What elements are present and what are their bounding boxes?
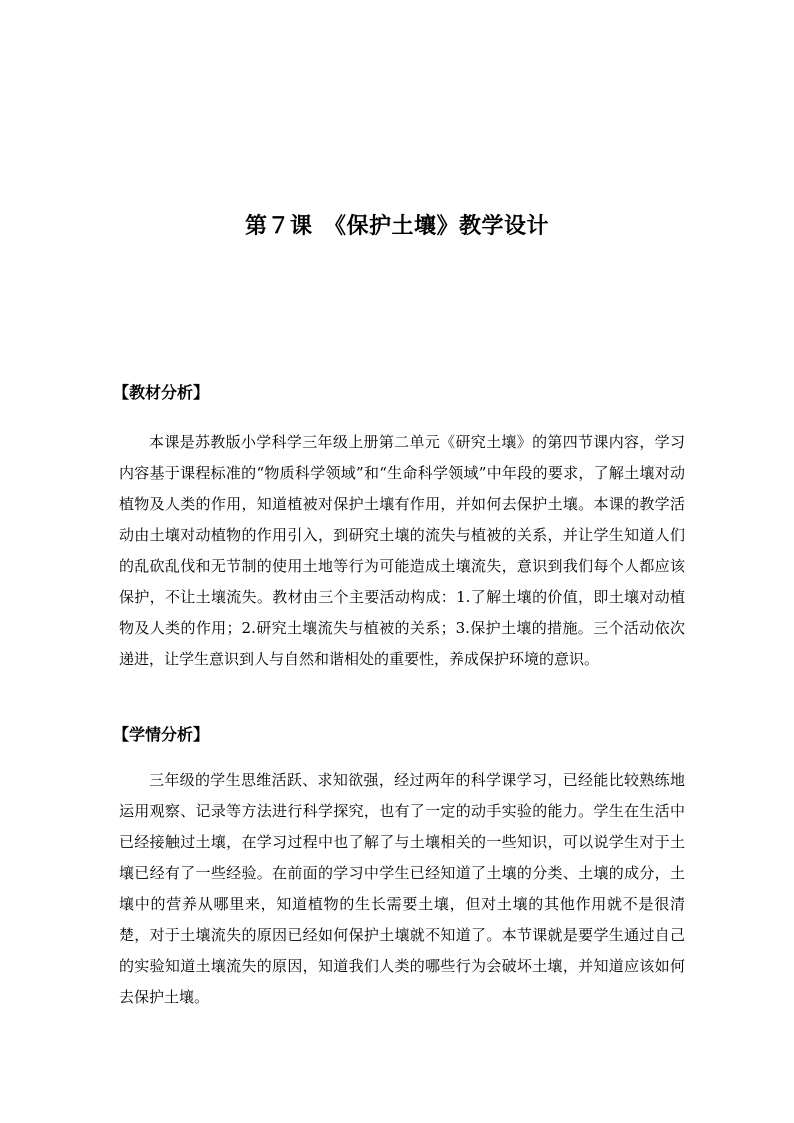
paragraph-textbook-analysis: 本课是苏教版小学科学三年级上册第二单元《研究土壤》的第四节课内容，学习内容基于课程标准的“物质科学领域”和“生命科学领域”中年段的要求，了解土壤对动植物及人类的作用，知道植被对保护土壤有作用，并如何去保护土壤。本课的教学活动由土壤对动植物的作用引入，到研究土壤的流失与植被的关系，并让学生知道人们的乱砍乱伐和无节制的使用土地等行为可能造成土壤流失，意识到我们每个人都应该保护，不让土壤流失。教材由三个主要活动构成：1.了解土壤的价值，即土壤对动植物及人类的作用；2.研究土壤流失与植被的关系；3.保护土壤的措施。三个活动依次递进，让学生意识到人与自然和谐相处的重要性，养成保护环境的意识。 — [119, 433, 685, 668]
section-heading-student-analysis: 【学情分析】 — [113, 725, 210, 744]
section-heading-textbook-analysis: 【教材分析】 — [113, 383, 210, 402]
page-title: 第７课 《保护土壤》教学设计 — [244, 213, 549, 239]
paragraph-student-analysis: 三年级的学生思维活跃、求知欲强，经过两年的科学课学习，已经能比较熟练地运用观察、记录等方法进行科学探究，也有了一定的动手实验的能力。学生在生活中已经接触过土壤，在学习过程中也了解了与土壤相关的一些知识，可以说学生对于土壤已经有了一些经验。在前面的学习中学生已经知道了土壤的分类、土壤的成分，土壤中的营养从哪里来，知道植物的生长需要土壤，但对土壤的其他作用就不是很清楚，对于土壤流失的原因已经如何保护土壤就不知道了。本节课就是要学生通过自己的实验知道土壤流失的原因，知道我们人类的哪些行为会破坏土壤，并知道应该如何去保护土壤。 — [119, 771, 685, 1006]
